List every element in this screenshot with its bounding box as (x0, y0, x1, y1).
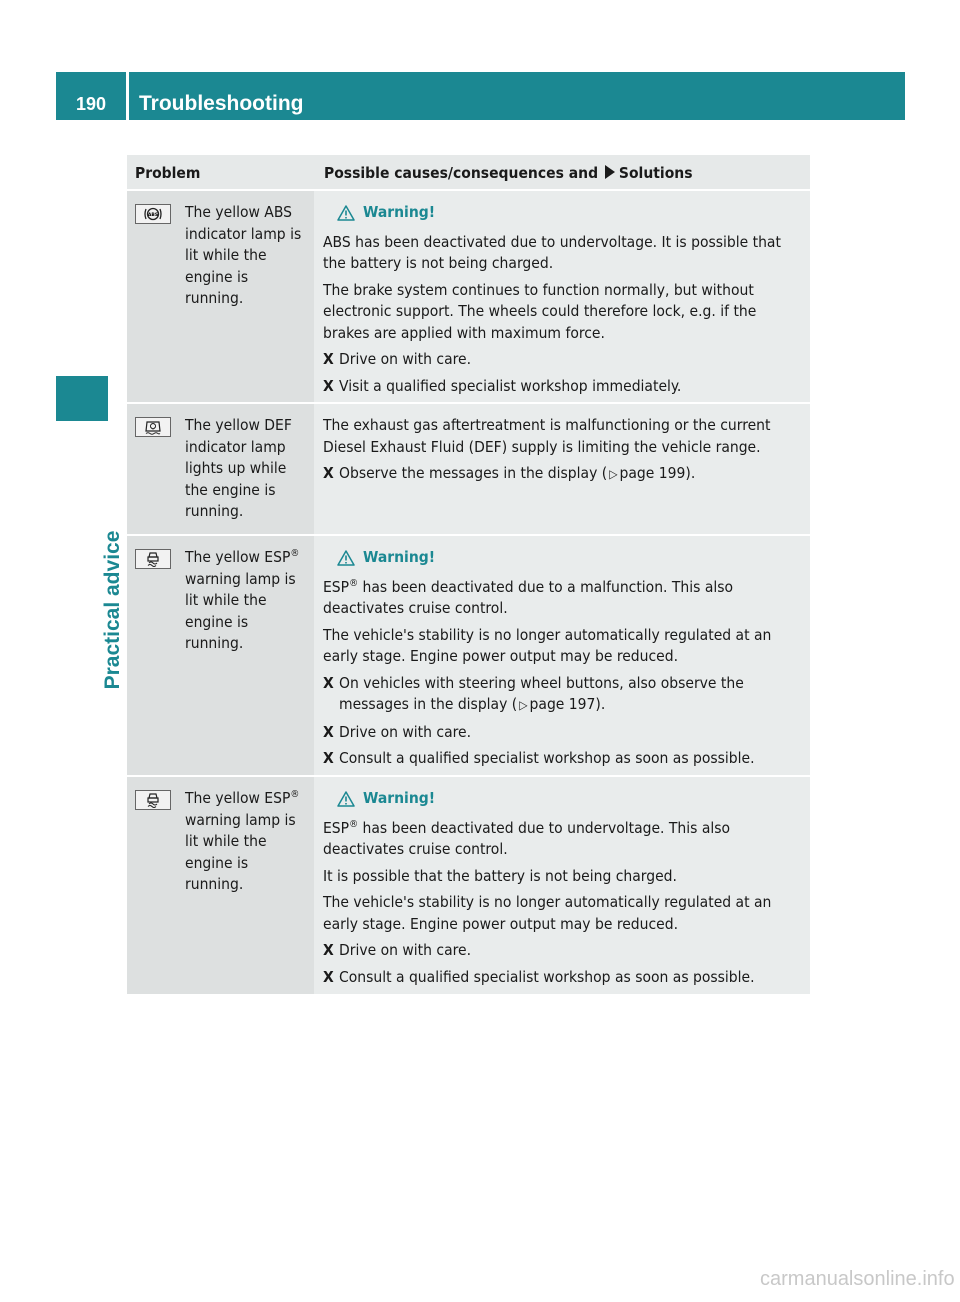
problem-text (185, 788, 299, 896)
bullet-marker: X (323, 967, 334, 986)
bullet-text: Consult a qualified specialist workshop as soon as possible. (339, 749, 755, 767)
solution-cell (314, 404, 810, 534)
chapter-label: Practical advice (101, 530, 124, 690)
problem-line: lights up while (185, 459, 287, 477)
warning-triangle-icon (337, 205, 355, 221)
svg-text:ABS: ABS (147, 213, 159, 218)
esp-text: ESP (323, 818, 350, 837)
bullet-text-part: Observe the messages in the display ( (339, 464, 608, 482)
esp-icon (135, 790, 171, 810)
bullet-text: Consult a qualified specialist workshop as soon as possible. (339, 967, 755, 986)
column-header-suffix: Solutions (618, 164, 693, 182)
problem-line-text: The yellow ESP (185, 548, 291, 566)
solution-cell (314, 777, 810, 994)
problem-text (185, 202, 301, 310)
problem-line: engine is (185, 267, 249, 286)
registered-mark: ® (349, 577, 359, 589)
paragraph (323, 818, 804, 861)
paragraph: The vehicle's stability is no longer automatically regulated at an early stage. Engine power output may be reduced. (323, 625, 772, 665)
problem-line: engine is (185, 853, 249, 872)
watermark: carmanualsonline.info (760, 1268, 955, 1290)
problem-line: The yellow DEF (185, 416, 292, 434)
troubleshooting-table (127, 155, 810, 994)
paragraph: The exhaust gas aftertreatment is malfunctioning or the current Diesel Exhaust Fluid (DEF) supply is limiting the vehicle range. (323, 416, 771, 456)
warning-heading (323, 788, 804, 810)
bullet-text (339, 673, 804, 717)
side-tab-marker (56, 376, 108, 421)
table-header (127, 155, 810, 191)
problem-line: warning lamp is (185, 810, 296, 829)
problem-line-text: The yellow ESP (185, 789, 291, 807)
problem-line: running. (185, 634, 244, 652)
bullet-text (339, 463, 695, 486)
problem-line (185, 547, 299, 569)
column-header-problem: Problem (135, 164, 201, 182)
bullet-marker: X (323, 350, 334, 368)
problem-line: lit while the (185, 832, 267, 850)
paragraph: ABS has been deactivated due to undervoltage. It is possible that the battery is not being charged. (323, 232, 781, 272)
paragraph-text: has been deactivated due to a malfunction. This also deactivates cruise control. (323, 577, 734, 617)
esp-text: ESP (323, 577, 350, 596)
column-header-solutions (314, 155, 693, 189)
problem-line: running. (185, 289, 244, 307)
page-ref-link[interactable]: page 199). (619, 464, 696, 482)
bullet-marker: X (323, 464, 334, 482)
bullet-marker: X (323, 673, 334, 692)
warning-label: Warning! (363, 548, 436, 566)
bullet-text: Drive on with care. (339, 941, 472, 959)
table-row (127, 536, 810, 777)
problem-line: The yellow ABS (185, 203, 292, 221)
warning-heading (323, 202, 804, 224)
warning-label: Warning! (363, 789, 436, 807)
warning-label: Warning! (363, 203, 436, 221)
bullet-text: Visit a qualified specialist workshop immediately. (339, 376, 682, 395)
problem-line: lit while the (185, 246, 267, 264)
problem-text (185, 547, 299, 655)
page-ref-icon: ▷ (609, 467, 618, 481)
warning-triangle-icon (337, 791, 355, 807)
paragraph (323, 577, 804, 620)
problem-text (185, 415, 292, 523)
paragraph: The brake system continues to function normally, but without electronic support. The wheels could therefore lock, e.g. if the brakes are applied with maximum force. (323, 280, 757, 342)
table-row (127, 777, 810, 994)
problem-line: indicator lamp is (185, 224, 302, 243)
bullet-item (323, 940, 804, 962)
problem-line: running. (185, 502, 244, 520)
bullet-item (323, 967, 804, 989)
solution-cell (314, 191, 810, 402)
registered-mark: ® (290, 788, 300, 800)
table-row (127, 191, 810, 404)
esp-icon (135, 549, 171, 569)
page-number: 190 (75, 94, 107, 114)
bullet-item (323, 376, 804, 398)
bullet-marker: X (323, 749, 334, 767)
paragraph: The vehicle's stability is no longer automatically regulated at an early stage. Engine power output may be reduced. (323, 893, 772, 933)
bullet-text: Drive on with care. (339, 350, 472, 368)
section-title: Troubleshooting (139, 92, 304, 115)
paragraph: It is possible that the battery is not being charged. (323, 866, 677, 885)
bullet-item (323, 463, 804, 486)
bullet-marker: X (323, 376, 334, 395)
page-ref-link[interactable]: page 197). (529, 695, 606, 713)
problem-line: engine is (185, 612, 249, 631)
bullet-text-part: On vehicles with steering wheel buttons, also observe the messages in the display ( (339, 673, 744, 713)
problem-line: the engine is (185, 480, 276, 499)
problem-line (185, 788, 299, 810)
bullet-item (323, 673, 804, 717)
bullet-item (323, 748, 804, 770)
bullet-item (323, 722, 804, 744)
bullet-item (323, 349, 804, 371)
page-header (56, 72, 905, 120)
arrow-right-icon (605, 165, 615, 179)
def-icon (135, 417, 171, 437)
header-divider (126, 72, 129, 120)
warning-heading (323, 547, 804, 569)
table-row (127, 404, 810, 536)
problem-cell (127, 191, 314, 402)
problem-line: warning lamp is (185, 569, 296, 588)
solution-cell (314, 536, 810, 775)
warning-triangle-icon (337, 550, 355, 566)
problem-cell (127, 404, 314, 534)
problem-cell (127, 777, 314, 994)
bullet-text: Drive on with care. (339, 722, 472, 741)
abs-icon (135, 204, 171, 224)
bullet-marker: X (323, 941, 334, 959)
problem-line: running. (185, 875, 244, 893)
page-ref-icon: ▷ (519, 698, 528, 712)
column-header-prefix: Possible causes/consequences and (324, 164, 599, 182)
registered-mark: ® (349, 818, 359, 830)
bullet-marker: X (323, 722, 334, 741)
problem-line: indicator lamp (185, 437, 286, 456)
problem-cell (127, 536, 314, 775)
registered-mark: ® (290, 547, 300, 559)
problem-line: lit while the (185, 591, 267, 609)
paragraph-text: has been deactivated due to undervoltage. This also deactivates cruise control. (323, 818, 731, 858)
